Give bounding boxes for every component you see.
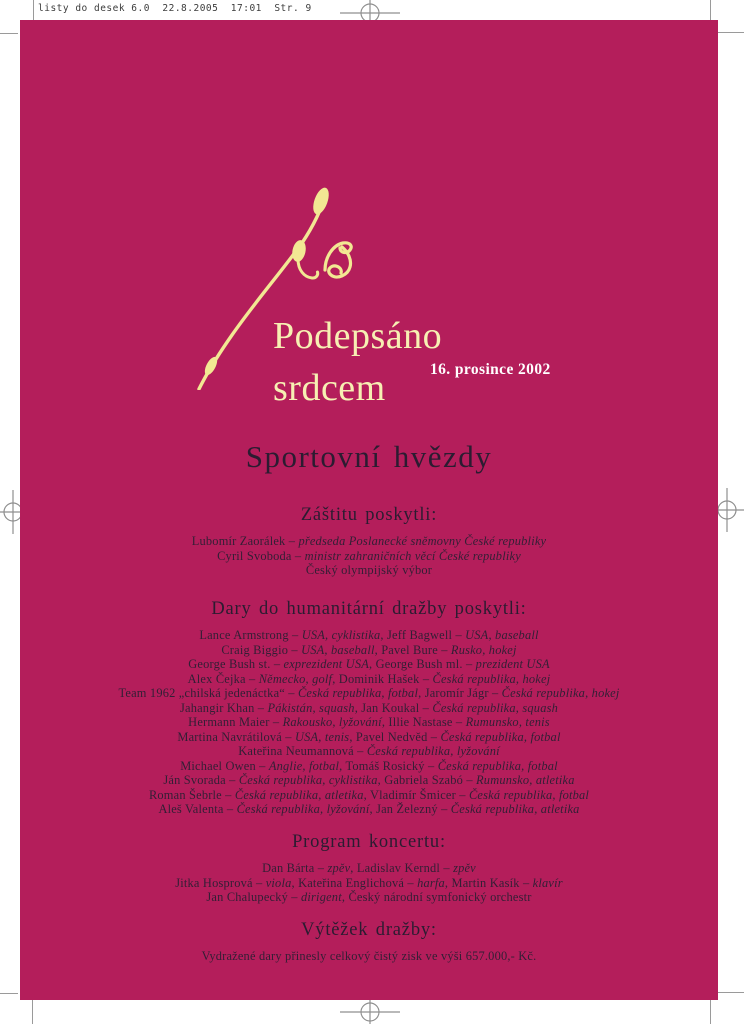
text-line: Aleš Valenta – Česká republika, lyžování, Jan Železný – Česká republika, atletika [158, 802, 580, 816]
text-line: Vydražené dary přinesly celkový čistý zisk ve výši 657.000,- Kč. [201, 949, 537, 963]
text-line: Kateřina Neumannová – Česká republika, lyžování [238, 744, 500, 758]
text-line: Český olympijský výbor [305, 563, 433, 577]
section-lines [20, 628, 718, 817]
text-line: George Bush st. – exprezident USA, George Bush ml. – prezident USA [188, 657, 550, 671]
section-auction-donors [20, 598, 718, 817]
section-lines [20, 861, 718, 905]
text-line: Jan Chalupecký – dirigent, Český národní symfonický orchestr [206, 890, 532, 904]
section-heading: Dary do humanitární dražby poskytli: [211, 599, 527, 619]
section-concert-program [20, 831, 718, 905]
section-patrons [20, 504, 718, 578]
crop-mark [32, 997, 33, 1024]
text-line: Dan Bárta – zpěv, Ladislav Kerndl – zpěv [262, 861, 476, 875]
text-line: Craig Biggio – USA, baseball, Pavel Bure – Rusko, hokej [221, 642, 517, 657]
crop-mark [716, 992, 744, 993]
section-heading: Program koncertu: [292, 832, 446, 852]
proof-slug-line: listy do desek 6.0 22.8.2005 17:01 Str. 9 [38, 3, 312, 14]
section-heading: Výtěžek dražby: [301, 920, 437, 940]
crop-mark [710, 998, 711, 1024]
poster-page [20, 20, 718, 1000]
crop-mark [0, 993, 18, 994]
logo-wordmark-line1: Podepsáno [273, 315, 443, 357]
text-line: Roman Šebrle – Česká republika, atletika, Vladimír Šmicer – Česká republika, fotbal [148, 787, 590, 802]
section-lines [20, 534, 718, 578]
text-line: Team 1962 „chilská jedenáctka“ – Česká republika, fotbal, Jaromír Jágr – Česká republika, hokej [118, 686, 620, 700]
text-line: Ján Svorada – Česká republika, cyklistika, Gabriela Szabó – Rumunsko, atletika [163, 773, 575, 787]
section-auction-proceeds [20, 919, 718, 964]
text-line: Jahangir Khan – Pákistán, squash, Jan Koukal – Česká republika, squash [179, 700, 559, 715]
crop-mark [0, 33, 18, 34]
section-lines [20, 949, 718, 964]
text-line: Cyril Svoboda – ministr zahraničních věcí České republiky [217, 548, 521, 563]
crop-mark [716, 32, 744, 33]
text-line: Lubomír Zaorálek – předseda Poslanecké sněmovny České republiky [191, 534, 547, 548]
text-line: Lance Armstrong – USA, cyklistika, Jeff Bagwell – USA, baseball [199, 628, 539, 642]
text-line: Jitka Hosprová – viola, Kateřina Englichová – harfa, Martin Kasík – klavír [175, 875, 563, 890]
text-line: Martina Navrátilová – USA, tenis, Pavel Nedvěd – Česká republika, fotbal [177, 729, 561, 744]
text-line: Hermann Maier – Rakousko, lyžování, Illie Nastase – Rumunsko, tenis [188, 715, 550, 729]
section-heading: Záštitu poskytli: [300, 505, 438, 525]
logo-wordmark-line2: srdcem [273, 367, 386, 409]
event-date: 16. prosince 2002 [430, 361, 551, 378]
logo-wordmark [273, 310, 442, 414]
text-line: Michael Owen – Anglie, fotbal, Tomáš Rosický – Česká republika, fotbal [180, 758, 558, 773]
page-title: Sportovní hvězdy [245, 439, 493, 474]
text-line: Alex Čejka – Německo, golf, Dominik Hašek – Česká republika, hokej [187, 671, 551, 686]
